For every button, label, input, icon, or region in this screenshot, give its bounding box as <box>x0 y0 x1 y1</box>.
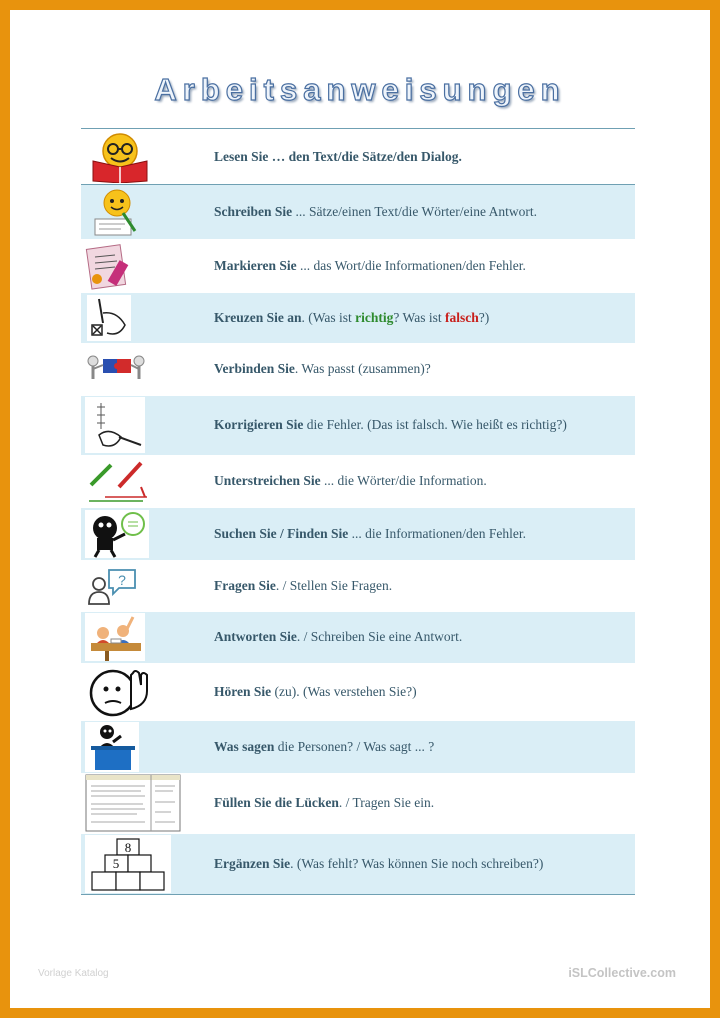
instruction-text <box>214 204 635 220</box>
reading-smiley-icon <box>81 129 214 184</box>
footer-brand[interactable]: iSLCollective.com <box>568 966 676 980</box>
instruction-text <box>214 361 635 377</box>
instruction-row <box>81 834 635 894</box>
instruction-text <box>214 258 635 274</box>
page-title: Arbeitsanweisungen <box>154 72 566 107</box>
instruction-text <box>214 629 635 645</box>
instruction-text <box>214 310 635 326</box>
text-part: die Fehler. (Das ist falsch. Wie heißt es richtig?) <box>303 417 567 432</box>
instruction-row <box>81 612 635 663</box>
text-part: Markieren Sie <box>214 257 297 273</box>
text-part: ... das Wort/die Informationen/den Fehler. <box>296 257 526 273</box>
text-part: Schreiben Sie <box>214 203 293 219</box>
pencils-icon <box>81 455 214 507</box>
instruction-text <box>214 578 635 594</box>
worksheet-page <box>10 10 710 1008</box>
instruction-text <box>214 739 635 755</box>
instruction-row <box>81 185 635 239</box>
instruction-row <box>81 508 635 560</box>
text-part: . (Was ist <box>301 309 356 325</box>
instruction-text <box>214 856 635 872</box>
instruction-text <box>214 795 635 811</box>
pyramid-top-number: 8 <box>124 839 132 855</box>
instruction-row <box>81 721 635 773</box>
text-part: Lesen Sie … den Text/die Sätze/den Dialog. <box>214 148 462 164</box>
text-part: . / Stellen Sie Fragen. <box>275 577 393 593</box>
instruction-text <box>214 417 635 433</box>
text-part: ? Was ist <box>393 309 445 325</box>
text-part: Fragen Sie <box>214 577 276 593</box>
text-part-correct: richtig <box>355 309 394 325</box>
listening-face-icon <box>81 663 214 720</box>
marking-icon <box>81 239 214 292</box>
worksheet-icon <box>81 773 214 833</box>
instruction-row <box>81 293 635 343</box>
text-part: ... Sätze/einen Text/die Wörter/eine Antwort. <box>292 203 537 219</box>
speaker-podium-icon <box>81 721 214 772</box>
instruction-row <box>81 129 635 185</box>
text-part: ?) <box>478 309 490 325</box>
checkbox-cross-icon <box>81 293 214 342</box>
instruction-row <box>81 455 635 508</box>
text-part: Was sagen <box>214 738 275 754</box>
instruction-row <box>81 773 635 834</box>
writing-smiley-icon <box>81 185 214 238</box>
puzzle-icon <box>81 343 214 395</box>
text-part: Korrigieren Sie <box>214 417 304 432</box>
text-part: Antworten Sie <box>214 629 297 644</box>
pyramid-middle-number: 5 <box>112 855 120 871</box>
text-part: Verbinden Sie <box>214 361 295 376</box>
text-part: (zu). (Was verstehen Sie?) <box>271 683 417 699</box>
instruction-row <box>81 663 635 721</box>
number-pyramid-icon <box>81 834 214 893</box>
text-part: die Personen? / Was sagt ... ? <box>274 738 435 754</box>
text-part: Suchen Sie / Finden Sie <box>214 525 349 541</box>
magnifier-figure-icon <box>81 508 214 559</box>
instruction-row <box>81 396 635 455</box>
instruction-row <box>81 239 635 293</box>
text-part: Kreuzen Sie an <box>214 309 302 325</box>
text-part: ... die Wörter/die Information. <box>320 473 487 488</box>
text-part: Ergänzen Sie <box>214 855 291 871</box>
raised-hand-student-icon <box>81 612 214 662</box>
instruction-text <box>214 526 635 542</box>
question-person-icon <box>81 560 214 611</box>
instruction-text <box>214 473 635 489</box>
text-part: . Was passt (zusammen)? <box>294 361 431 376</box>
text-part: . / Tragen Sie ein. <box>338 795 435 810</box>
instruction-row <box>81 343 635 396</box>
instruction-text <box>214 149 635 165</box>
text-part: Unterstreichen Sie <box>214 473 321 488</box>
instruction-row <box>81 560 635 612</box>
svg-text:?: ? <box>118 571 126 588</box>
text-part: . / Schreiben Sie eine Antwort. <box>296 629 463 644</box>
text-part: ... die Informationen/den Fehler. <box>348 525 526 541</box>
instruction-text <box>214 684 635 700</box>
text-part-wrong: falsch <box>444 309 479 325</box>
correcting-hand-icon <box>81 396 214 454</box>
text-part: Hören Sie <box>214 683 272 699</box>
instruction-table <box>81 128 635 895</box>
footer-left-watermark: Vorlage Katalog <box>38 968 109 979</box>
text-part: . (Was fehlt? Was können Sie noch schreiben?) <box>290 855 544 871</box>
text-part: Füllen Sie die Lücken <box>214 795 339 810</box>
